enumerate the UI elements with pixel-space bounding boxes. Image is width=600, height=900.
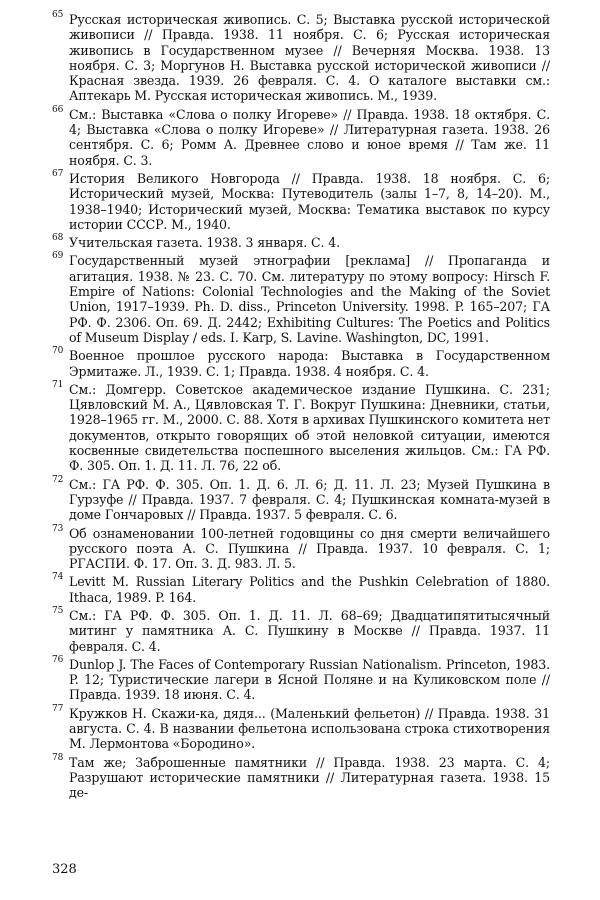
footnote-text: См.: Домгерр. Советское академическое издание Пушкина. С. 231; Цявловский М. А., Цявловская Т. Г. Вокруг Пушкина: Дневники, статьи, 1928–1965 гг. М., 2000. С. 88. Хотя в архивах Пушкинского комитета нет документов, открыто говорящих об этой неловкой ситуации, имеются косвенные свидетельства поспешного выселения жильцов. См.: ГА РФ. Ф. 305. Оп. 1. Д. 11. Л. 76, 22 об. — [69, 381, 550, 474]
footnote — [52, 253, 550, 345]
footnote-number: 78 — [52, 752, 64, 763]
footnote-number: 71 — [52, 379, 64, 390]
footnote-number: 72 — [52, 474, 64, 485]
footnote-text: См.: ГА РФ. Ф. 305. Оп. 1. Д. 11. Л. 68–69; Двадцатипятитысячный митинг у памятника А. С. Пушкину в Москве // Правда. 1937. 11 февраля. С. 4. — [69, 607, 550, 654]
footnote — [52, 379, 550, 474]
footnote — [52, 235, 550, 250]
footnote-number: 74 — [52, 572, 64, 583]
footnote — [52, 574, 550, 605]
footnote-text: Военное прошлое русского народа: Выставка в Государственном Эрмитаже. Л., 1939. С. 1; Правда. 1938. 4 ноября. С. 4. — [69, 348, 550, 379]
footnote-number: 77 — [52, 703, 64, 714]
footnote-number: 70 — [52, 346, 64, 357]
footnote — [52, 348, 550, 379]
footnote-number: 67 — [52, 168, 64, 179]
footnote — [52, 654, 550, 703]
footnote-number: 65 — [52, 10, 64, 20]
footnotes-block — [52, 12, 550, 804]
footnote-text: Государственный музей этнографии [реклама] // Пропаганда и агитация. 1938. № 23. С. 70. См. литературу по этому вопросу: Hirsch F. Empire of Nations: Colonial Technologies and the Making of the Soviet Union, 1917–1939. Ph. D. diss., Princeton University. 1998. P. 165–207; ГА РФ. Ф. 2306. Оп. 69. Д. 2442; Exhibiting Cultures: The Poetics and Politics of Museum Display / eds. I. Karp, S. Lavine. Washington, DC, 1991. — [69, 253, 550, 345]
footnote-text: Кружков Н. Скажи-ка, дядя... (Маленький фельетон) // Правда. 1938. 31 августа. С. 4. В названии фельетона использована строка стихотворения М. Лермонтова «Бородино». — [69, 705, 550, 752]
footnote-number: 66 — [52, 104, 64, 115]
footnote — [52, 168, 550, 232]
footnote — [52, 752, 550, 801]
footnote-number: 76 — [52, 654, 64, 665]
footnote-number: 69 — [52, 251, 64, 262]
footnote-text: Dunlop J. The Faces of Contemporary Russian Nationalism. Princeton, 1983. P. 12; Туристические лагери в Ясной Поляне и на Куликовском поле // Правда. 1939. 18 июня. С. 4. — [69, 656, 550, 703]
footnote-text: Учительская газета. 1938. 3 января. С. 4. — [69, 235, 340, 251]
footnote-text: Об ознаменовании 100-летней годовщины со дня смерти величайшего русского поэта А. С. Пушкина // Правда. 1937. 10 февраля. С. 1; РГАСПИ. Ф. 17. Оп. 3. Д. 983. Л. 5. — [69, 525, 550, 572]
footnote — [52, 605, 550, 654]
footnote — [52, 523, 550, 572]
footnote-number: 68 — [52, 233, 64, 244]
page-number: 328 — [52, 862, 77, 877]
footnote — [52, 12, 550, 104]
footnote — [52, 703, 550, 752]
footnote — [52, 474, 550, 523]
footnote-text: Русская историческая живопись. С. 5; Выставка русской исторической живописи // Правда. 1938. 11 ноября. С. 6; Русская историческая живопись в Государственном музее // Вечерняя Москва. 1938. 13 ноября. С. 3; Моргунов Н. Выставка русской исторической живописи // Красная звезда. 1939. 26 февраля. С. 4. О каталоге выставки см.: Аптекарь М. Русская историческая живопись. М., 1939. — [69, 12, 550, 104]
footnote-text: Там же; Заброшенные памятники // Правда. 1938. 23 марта. С. 4; Разрушают исторические памятники // Литературная газета. 1938. 15 де- — [69, 754, 550, 801]
footnote — [52, 104, 550, 168]
footnote-text: Levitt M. Russian Literary Politics and the Pushkin Celebration of 1880. Ithaca, 1989. P. 164. — [69, 574, 550, 605]
footnote-text: См.: Выставка «Слова о полку Игореве» // Правда. 1938. 18 октября. С. 4; Выставка «Слова о полку Игореве» // Литературная газета. 1938. 26 сентября. С. 6; Ромм А. Древнее слово и юное время // Там же. 11 ноября. С. 3. — [69, 106, 550, 168]
footnote-text: История Великого Новгорода // Правда. 1938. 18 ноября. С. 6; Исторический музей, Москва: Путеводитель (залы 1–7, 8, 14–20). М., 1938–1940; Исторический музей, Москва: Тематика выставок по курсу истории СССР. М., 1940. — [69, 170, 550, 232]
footnote-number: 75 — [52, 605, 64, 616]
footnote-text: См.: ГА РФ. Ф. 305. Оп. 1. Д. 6. Л. 6; Д. 11. Л. 23; Музей Пушкина в Гурзуфе // Правда. 1937. 7 февраля. С. 4; Пушкинская комната-музей в доме Гончаровых // Правда. 1937. 5 февраля. С. 6. — [69, 476, 550, 523]
footnote-number: 73 — [52, 523, 64, 534]
